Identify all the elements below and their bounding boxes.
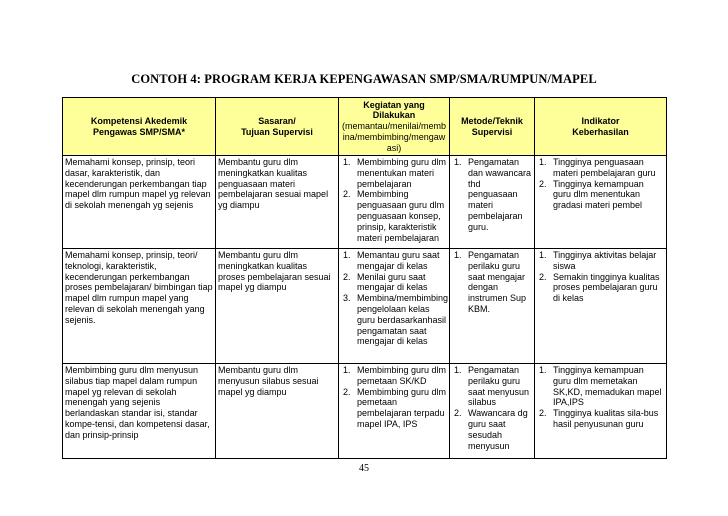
list-item: 2. Tingginya kemampuan guru dlm menentukan gradasi materi pembel [539, 178, 644, 211]
cell-sasaran: Membantu guru dlm menyusun silabus sesuai mapel yg diampu [216, 364, 339, 459]
list-item: 1. Membimbing guru dlm pemetaan SK/KD [343, 365, 447, 386]
cell-sasaran: Membantu guru dlm meningkatkan kualitas penguasaan materi pembelajaran sesuai mapel yg diampu [216, 156, 339, 249]
list-item: 1. Pengamatan dan wawancara thd penguasaan materi pembelajaran guru. [454, 157, 532, 232]
cell-kegiatan [339, 364, 450, 459]
cell-kompetensi: Memahami konsep, prinsip, teori dasar, karakteristik, dan kecenderungan perkembangan tiap mapel dlm rumpun mapel yg relevan di sekolah menengah yg sejenis [63, 156, 216, 249]
cell-indikator [535, 249, 667, 364]
list-item: 1. Pengamatan perilaku guru saat menyusun silabus [454, 365, 530, 408]
list-item: 1. Tingginya aktivitas belajar siswa [539, 250, 657, 271]
cell-kompetensi: Memahami konsep, prinsip, teori/ teknologi, karakteristik, kecenderungan perkembangan proses pembelajaran/ bimbingan tiap mapel dlm rumpun mapel yang relevan di sekolah menengah yang sejenis. [63, 249, 216, 364]
list-item: 1. Tingginya penguasaan materi pembelajaran guru [539, 157, 656, 178]
cell-indikator [535, 156, 667, 249]
header-kegiatan: Kegiatan yang Dilakukan (memantau/menilai/memb ina/membimbing/mengaw asi) [339, 98, 450, 156]
list-item: 1. Tingginya kemampuan guru dlm memetakan SK,KD, memadukan mapel IPA,IPS [539, 365, 662, 408]
page-title: CONTOH 4: PROGRAM KERJA KEPENGAWASAN SMP/SMA/RUMPUN/MAPEL [131, 72, 597, 86]
cell-kegiatan [339, 249, 450, 364]
header-indikator: Indikator Keberhasilan [535, 98, 667, 156]
list-item: 2. Membimbing penguasaan guru dlm penguasaan konsep, prinsip, karakteristik materi pembelajaran [343, 189, 445, 243]
header-metode: Metode/Teknik Supervisi [450, 98, 535, 156]
list-item: 2. Semakin tingginya kualitas proses pembelajaran guru di kelas [539, 271, 660, 304]
list-item: 2. Wawancara dg guru saat sesudah menyusun [454, 408, 528, 451]
work-program-table [62, 97, 667, 459]
list-item: 2. Membimbing guru dlm pemetaan pembelajaran terpadu mapel IPA, IPS [343, 386, 447, 429]
cell-kompetensi: Membimbing guru dlm menyusun silabus tiap mapel dalam rumpun mapel yg relevan di sekolah menengah yang sejenis berlandaskan standar isi, standar kompe-tensi, dan kompetensi dasar, dan prinsip-prinsip [63, 364, 216, 459]
table-row [63, 156, 667, 249]
cell-metode [450, 364, 535, 459]
cell-kegiatan [339, 156, 450, 249]
table-row [63, 364, 667, 459]
list-item: 2. Tingginya kualitas sila-bus hasil penyusunan guru [539, 408, 659, 429]
cell-metode [450, 249, 535, 364]
cell-metode [450, 156, 535, 249]
header-kompetensi: Kompetensi Akedemik Pengawas SMP/SMA* [63, 98, 216, 156]
cell-indikator [535, 364, 667, 459]
page-number: 45 [359, 463, 369, 474]
list-item: 1. Membimbing guru dlm menentukan materi pembelajaran [343, 157, 447, 189]
cell-sasaran: Membantu guru dlm meningkatkan kualitas proses pembelajaran sesuai mapel yg diampu [216, 249, 339, 364]
list-item: 3. Membina/membimbing pengelolaan kelas guru berdasarkanhasil pengamatan saat mengajar di kelas [343, 293, 449, 347]
table-header-row [63, 98, 667, 156]
list-item: 1. Pengamatan perilaku guru saat mengajar dengan instrumen Sup KBM. [454, 250, 527, 314]
header-sasaran: Sasaran/ Tujuan Supervisi [216, 98, 339, 156]
list-item: 1. Memantau guru saat mengajar di kelas [343, 250, 440, 271]
list-item: 2. Menilai guru saat mengajar di kelas [343, 271, 428, 293]
table-row [63, 249, 667, 364]
